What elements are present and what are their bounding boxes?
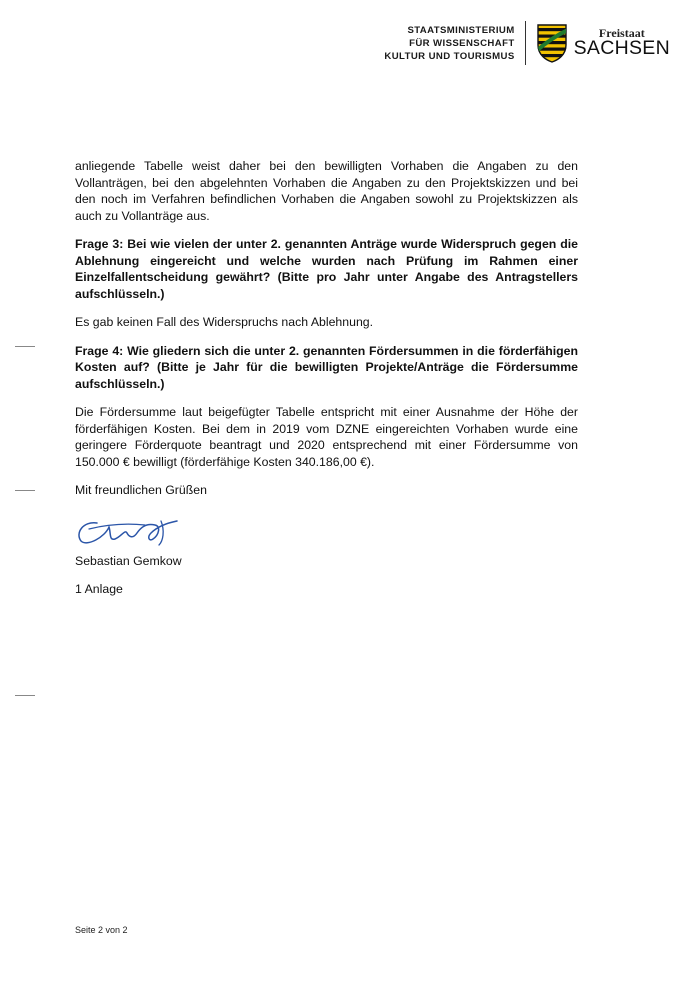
question-3: Frage 3: Bei wie vielen der unter 2. genannten Anträge wurde Widerspruch gegen die Ablehnung eingereicht und welche wurden nach Prüfung im Rahmen einer Einzelfallentscheidung gewährt? (Bitte pro Jahr unter Angabe des Antragstellers aufschlüsseln.) [75, 237, 578, 301]
answer-3: Es gab keinen Fall des Widerspruchs nach Ablehnung. [75, 315, 374, 329]
signature [75, 511, 187, 547]
fold-mark [15, 695, 35, 696]
punch-mark [15, 490, 35, 491]
answer-4: Die Fördersumme laut beigefügter Tabelle entspricht mit einer Ausnahme der Höhe der förderfähigen Kosten. Bei dem in 2019 vom DZNE eingereichten Vorhaben wurde eine geringere Förderquote beantragt und 2020 entsprechend mit einer Fördersumme von 150.000 € bewilligt (förderfähige Kosten 340.186,00 €). [75, 405, 578, 469]
state-label-big: SACHSEN [573, 37, 670, 60]
closing-greeting: Mit freundlichen Grüßen [75, 483, 207, 497]
fold-mark [15, 346, 35, 347]
state-wordmark [574, 27, 670, 59]
ministry-line-2: FÜR WISSENSCHAFT [409, 37, 515, 49]
ministry-name [384, 24, 524, 63]
attachment-note: 1 Anlage [75, 582, 123, 596]
state-label-small: Freistaat [598, 26, 645, 41]
header-divider [525, 21, 526, 65]
ministry-line-3: KULTUR UND TOURISMUS [384, 50, 515, 62]
question-4: Frage 4: Wie gliedern sich die unter 2. genannten Fördersummen in die förderfähigen Kosten auf? (Bitte je Jahr für die bewilligten Projekte/Anträge die Fördersumme aufschlüsseln.) [75, 343, 578, 391]
intro-paragraph: anliegende Tabelle weist daher bei den bewilligten Vorhaben die Angaben zu den Vollanträgen, bei den abgelehnten Vorhaben die Angaben zu den Projektskizzen und bei den noch im Verfahren befindlichen Vorhaben die Angaben sowohl zu Projektskizzen als auch zu Vollanträge aus. [75, 159, 578, 223]
page-number: Seite 2 von 2 [75, 925, 128, 935]
letterhead [384, 18, 670, 68]
coat-of-arms-icon [536, 23, 568, 63]
signer-name: Sebastian Gemkow [75, 553, 182, 568]
letter-body [75, 158, 578, 610]
ministry-line-1: STAATSMINISTERIUM [407, 24, 515, 36]
